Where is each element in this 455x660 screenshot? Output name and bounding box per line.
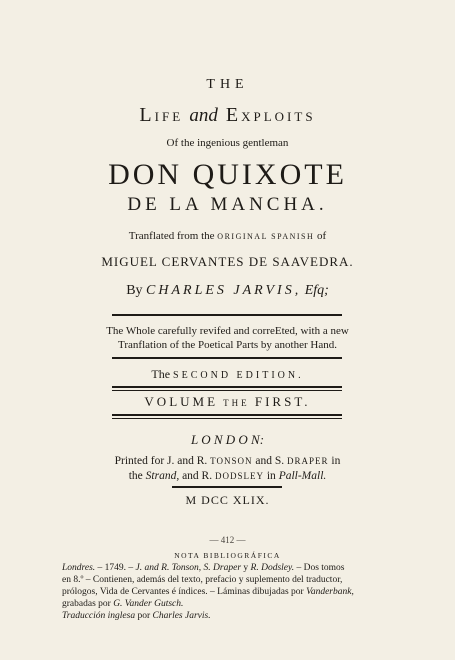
by-word: By [126,283,147,298]
nota-l5a: Traducción inglesa [62,611,136,621]
london [0,432,455,448]
translated-suffix: of [314,230,327,242]
strand-c: in [263,470,279,482]
rule-1 [112,314,342,316]
the-heading [0,77,455,93]
translator-name: CHARLES JARVIS, [146,283,302,298]
revised-line-2: Tranflation of the Poetical Parts by another Hand. [118,339,337,351]
nota-l3a: prólogos, Vida de Cervantes é índices. – Láminas dibujadas por [62,587,307,597]
pall-mall: Pall-Mall. [278,470,327,482]
nota-line-5 [62,610,392,622]
nota-l5b: por [135,611,153,621]
translator-line [0,283,455,299]
esq-word: Efq; [301,283,329,298]
volume-the: THE [218,398,255,408]
revised-line-1: The Whole carefully revifed and correEted, with a new [106,325,349,337]
and-word: and [189,105,218,126]
de-la-mancha: DE LA MANCHA. [127,194,328,215]
exploits-cap: E [217,104,242,126]
volume-first: FIRST. [254,394,311,409]
edition-second: SECOND EDITION. [173,370,304,381]
printed-b: and S. [252,455,287,467]
rule-3 [112,386,342,391]
strand-b: and R. [179,470,215,482]
author-name: MIGUEL CERVANTES DE SAAVEDRA. [101,254,354,269]
printed-c: in [328,455,341,467]
nota-l4a: grabadas por [62,599,114,609]
volume-word: VOLUME [144,394,219,409]
rule-5 [172,486,282,488]
printed-line-1 [0,455,455,467]
strand-a: the [128,470,146,482]
life-rest: IFE [154,109,190,124]
draper: DRAPER [287,456,329,466]
life-and-exploits [0,104,455,127]
dodsley: DODSLEY [214,471,264,481]
volume-line [0,394,455,410]
tonson: TONSON [210,456,253,466]
page-number: — 412 — [209,535,246,545]
translated-prefix: Tranflated from the [128,230,218,242]
nota-line-4 [62,598,392,610]
rule-2 [112,357,342,359]
nota-l1e: R. Dodsley. [250,563,295,573]
the-word: THE [206,77,249,92]
london-word: L O N D O N: [190,432,265,447]
printed-line-2 [0,470,455,482]
ingenious-gentleman: Of the ingenious gentleman [166,137,289,149]
printed-a: Printed for J. and R. [114,455,211,467]
nota-l1c: J. and R. Tonson, S. Draper [135,563,242,573]
nota-line-2: en 8.º – Contienen, además del texto, prefacio y suplemento del traductor, [62,575,343,585]
nota-l3b: Vanderbank, [306,587,354,597]
nota-l1b: – 1749. – [95,563,136,573]
life-cap: L [139,104,155,126]
edition-line [0,367,455,382]
nota-line-1 [62,562,392,574]
year: M DCC XLIX. [185,493,270,507]
don-quixote-title: DON QUIXOTE [108,158,347,191]
original-spanish: ORIGINAL SPANISH [217,232,315,241]
strand: Strand, [145,470,180,482]
nota-l1f: – Dos tomos [294,563,345,573]
edition-the: The [151,367,174,381]
nota-l5c: Charles Jarvis. [152,611,211,621]
nota-l1a: Londres. [62,563,96,573]
nota-body [62,562,392,622]
nota-l4b: G. Vander Gutsch. [113,599,184,609]
rule-4 [112,414,342,419]
nota-heading: NOTA BIBLIOGRÁFICA [174,551,281,560]
translated-line [0,230,455,242]
nota-l1d: y [241,563,251,573]
exploits-rest: XPLOITS [241,109,316,124]
nota-line-3 [62,586,392,598]
